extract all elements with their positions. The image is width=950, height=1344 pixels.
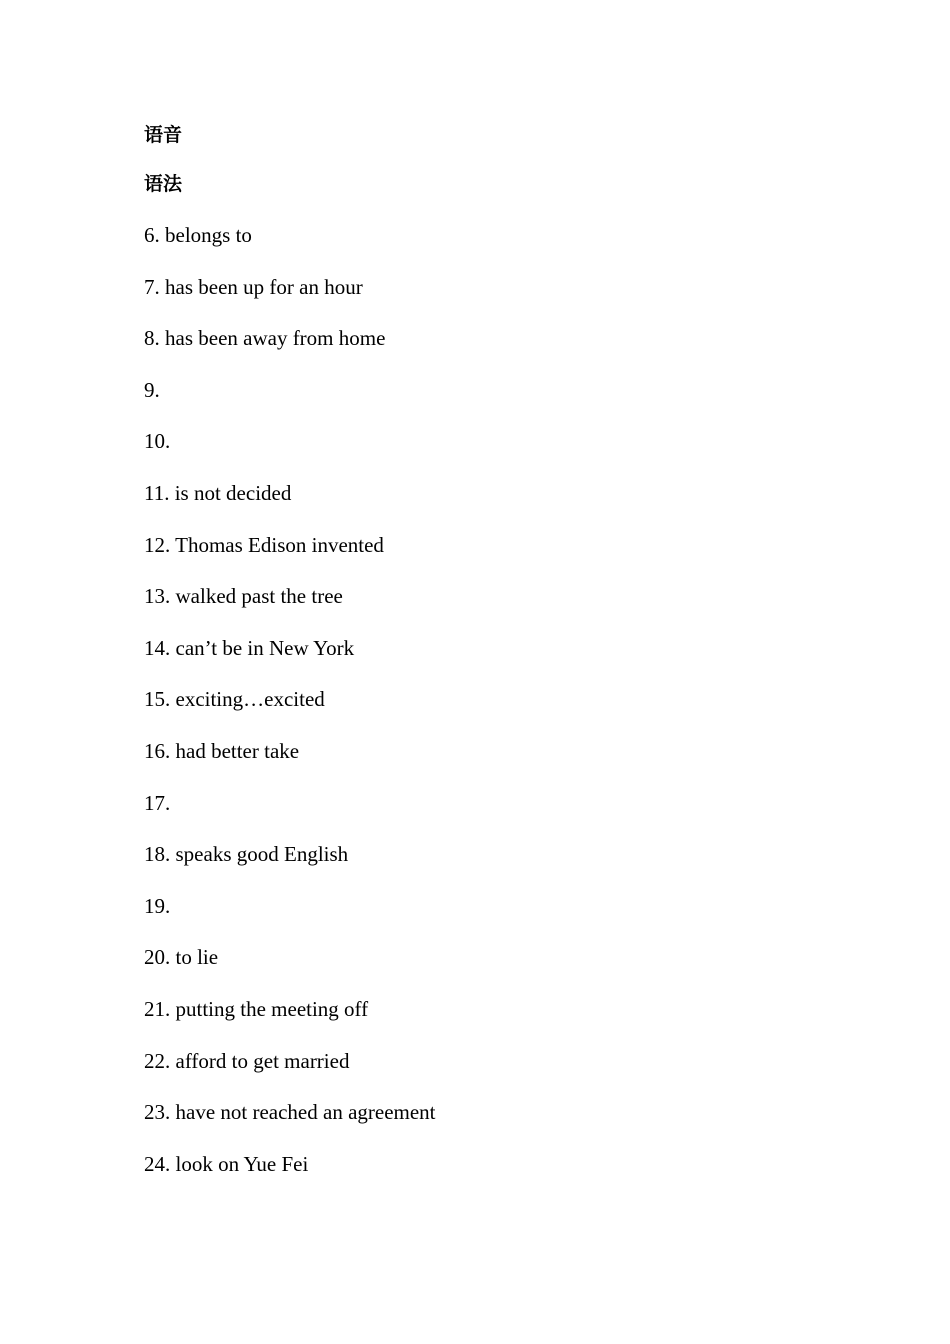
answer-item: 22. afford to get married bbox=[144, 1048, 350, 1073]
answer-item: 7. has been up for an hour bbox=[144, 274, 363, 299]
answer-item: 6. belongs to bbox=[144, 223, 252, 247]
answer-sheet bbox=[144, 121, 844, 1201]
answer-item: 12. Thomas Edison invented bbox=[144, 532, 384, 557]
answer-item: 24. look on Yue Fei bbox=[144, 1151, 309, 1176]
section-heading-grammar: 语法 bbox=[144, 173, 183, 195]
answer-item: 15. exciting…excited bbox=[144, 687, 325, 712]
answer-item: 9. bbox=[144, 377, 160, 402]
answer-item: 14. can’t be in New York bbox=[144, 635, 355, 660]
answer-item: 19. bbox=[144, 893, 171, 918]
answer-item: 8. has been away from home bbox=[144, 326, 386, 351]
answer-item: 20. to lie bbox=[144, 945, 219, 970]
answer-item: 17. bbox=[144, 790, 171, 815]
section-heading-pronunciation: 语音 bbox=[144, 124, 183, 146]
answer-item: 10. bbox=[144, 429, 171, 454]
answer-item: 21. putting the meeting off bbox=[144, 996, 369, 1021]
answer-item: 18. speaks good English bbox=[144, 842, 349, 867]
answer-item: 23. have not reached an agreement bbox=[144, 1100, 436, 1125]
answer-item: 16. had better take bbox=[144, 738, 300, 763]
answer-item: 13. walked past the tree bbox=[144, 584, 343, 609]
answer-item: 11. is not decided bbox=[144, 480, 292, 505]
